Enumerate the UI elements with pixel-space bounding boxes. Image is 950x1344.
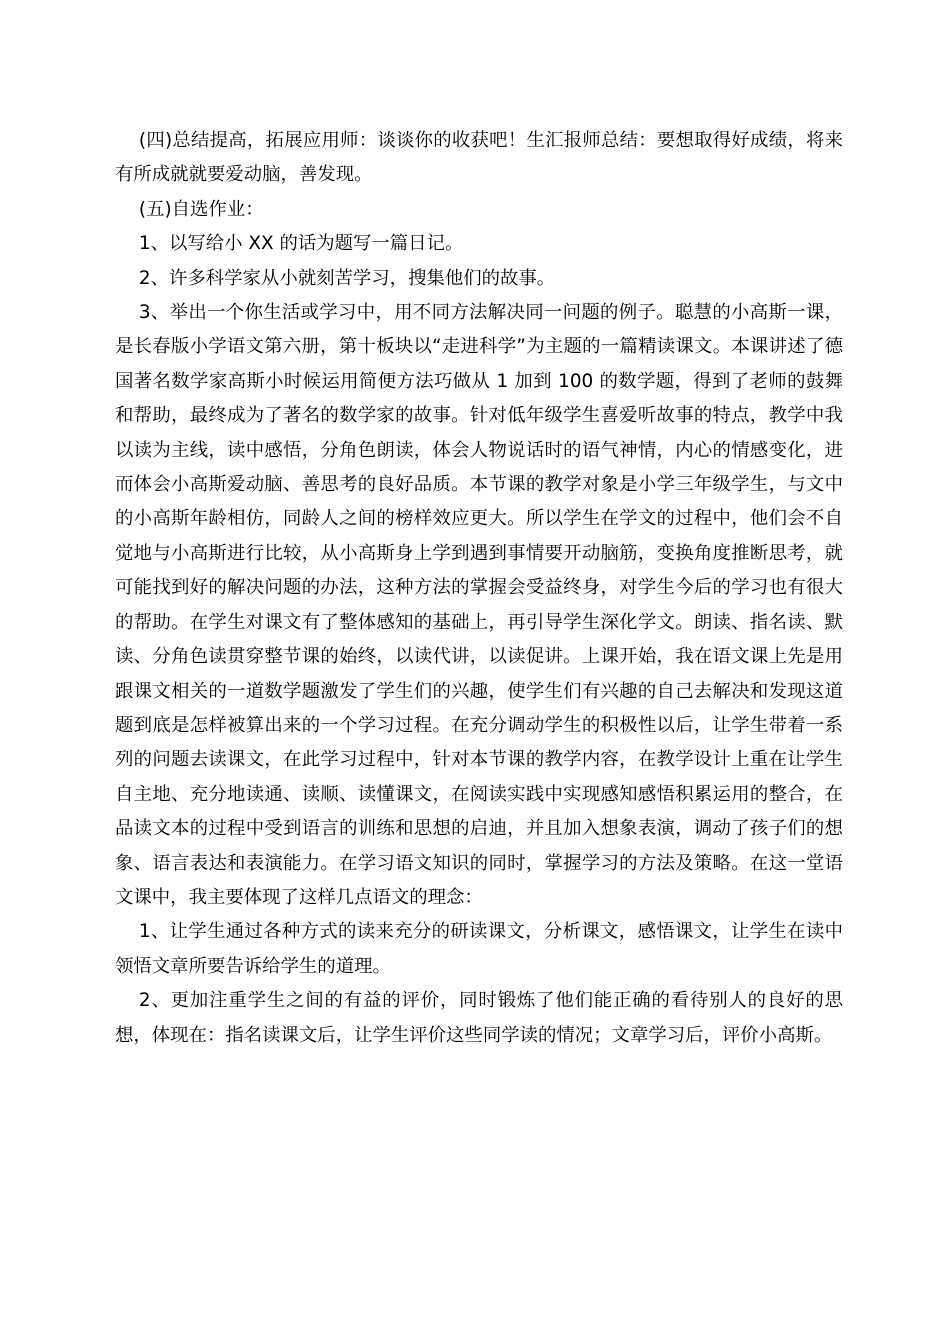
- paragraph-homework-heading: (五)自选作业：: [138, 198, 264, 220]
- paragraph-concept-1: 1、让学生通过各种方式的读来充分的研读课文，分析课文，感悟课文，让学生在读中领悟文章所要告诉给学生的道理。: [115, 921, 843, 977]
- paragraph-summary: (四)总结提高，拓展应用师：谈谈你的收获吧！生汇报师总结：要想取得好成绩，将来有所成就就要爱动脑，善发现。: [115, 130, 843, 186]
- document-body: [115, 124, 843, 1053]
- paragraph-homework-item-1: 1、以写给小 XX 的话为题写一篇日记。: [138, 233, 464, 255]
- paragraph-concept-2: 2、更加注重学生之间的有益的评价，同时锻炼了他们能正确的看待别人的良好的思想，体现在：指名读课文后，让学生评价这些同学读的情况；文章学习后，评价小高斯。: [115, 990, 843, 1046]
- paragraph-homework-item-2: 2、许多科学家从小就刻苦学习，搜集他们的故事。: [138, 267, 556, 289]
- paragraph-homework-item-3: 3、举出一个你生活或学习中，用不同方法解决同一问题的例子。聪慧的小高斯一课，是长春版小学语文第六册，第十板块以“走进科学”为主题的一篇精读课文。本课讲述了德国著名数学家高斯小时候运用简便方法巧做从 1 加到 100 的数学题，得到了老师的鼓舞和帮助，最终成为了著名的数学家的故事。针对低年级学生喜爱听故事的特点，教学中我以读为主线，读中感悟，分角色朗读，体会人物说话时的语气神情，内心的情感变化，进而体会小高斯爱动脑、善思考的良好品质。本节课的教学对象是小学三年级学生，与文中的小高斯年龄相仿，同龄人之间的榜样效应更大。所以学生在学文的过程中，他们会不自觉地与小高斯进行比较，从小高斯身上学到遇到事情要开动脑筋，变换角度推断思考，就可能找到好的解决问题的办法，这种方法的掌握会受益终身，对学生今后的学习也有很大的帮助。在学生对课文有了整体感知的基础上，再引导学生深化学文。朗读、指名读、默读、分角色读贯穿整节课的始终，以读代讲，以读促讲。上课开始，我在语文课上先是用跟课文相关的一道数学题激发了学生们的兴趣，使学生们有兴趣的自己去解决和发现这道题到底是怎样被算出来的一个学习过程。在充分调动学生的积极性以后，让学生带着一系列的问题去读课文，在此学习过程中，针对本节课的教学内容，在教学设计上重在让学生自主地、充分地读通、读顺、读懂课文，在阅读实践中实现感知感悟积累运用的整合，在品读文本的过程中受到语言的训练和思想的启迪，并且加入想象表演，调动了孩子们的想象、语言表达和表演能力。在学习语文知识的同时，掌握学习的方法及策略。在这一堂语文课中，我主要体现了这样几点语文的理念：: [115, 302, 843, 908]
